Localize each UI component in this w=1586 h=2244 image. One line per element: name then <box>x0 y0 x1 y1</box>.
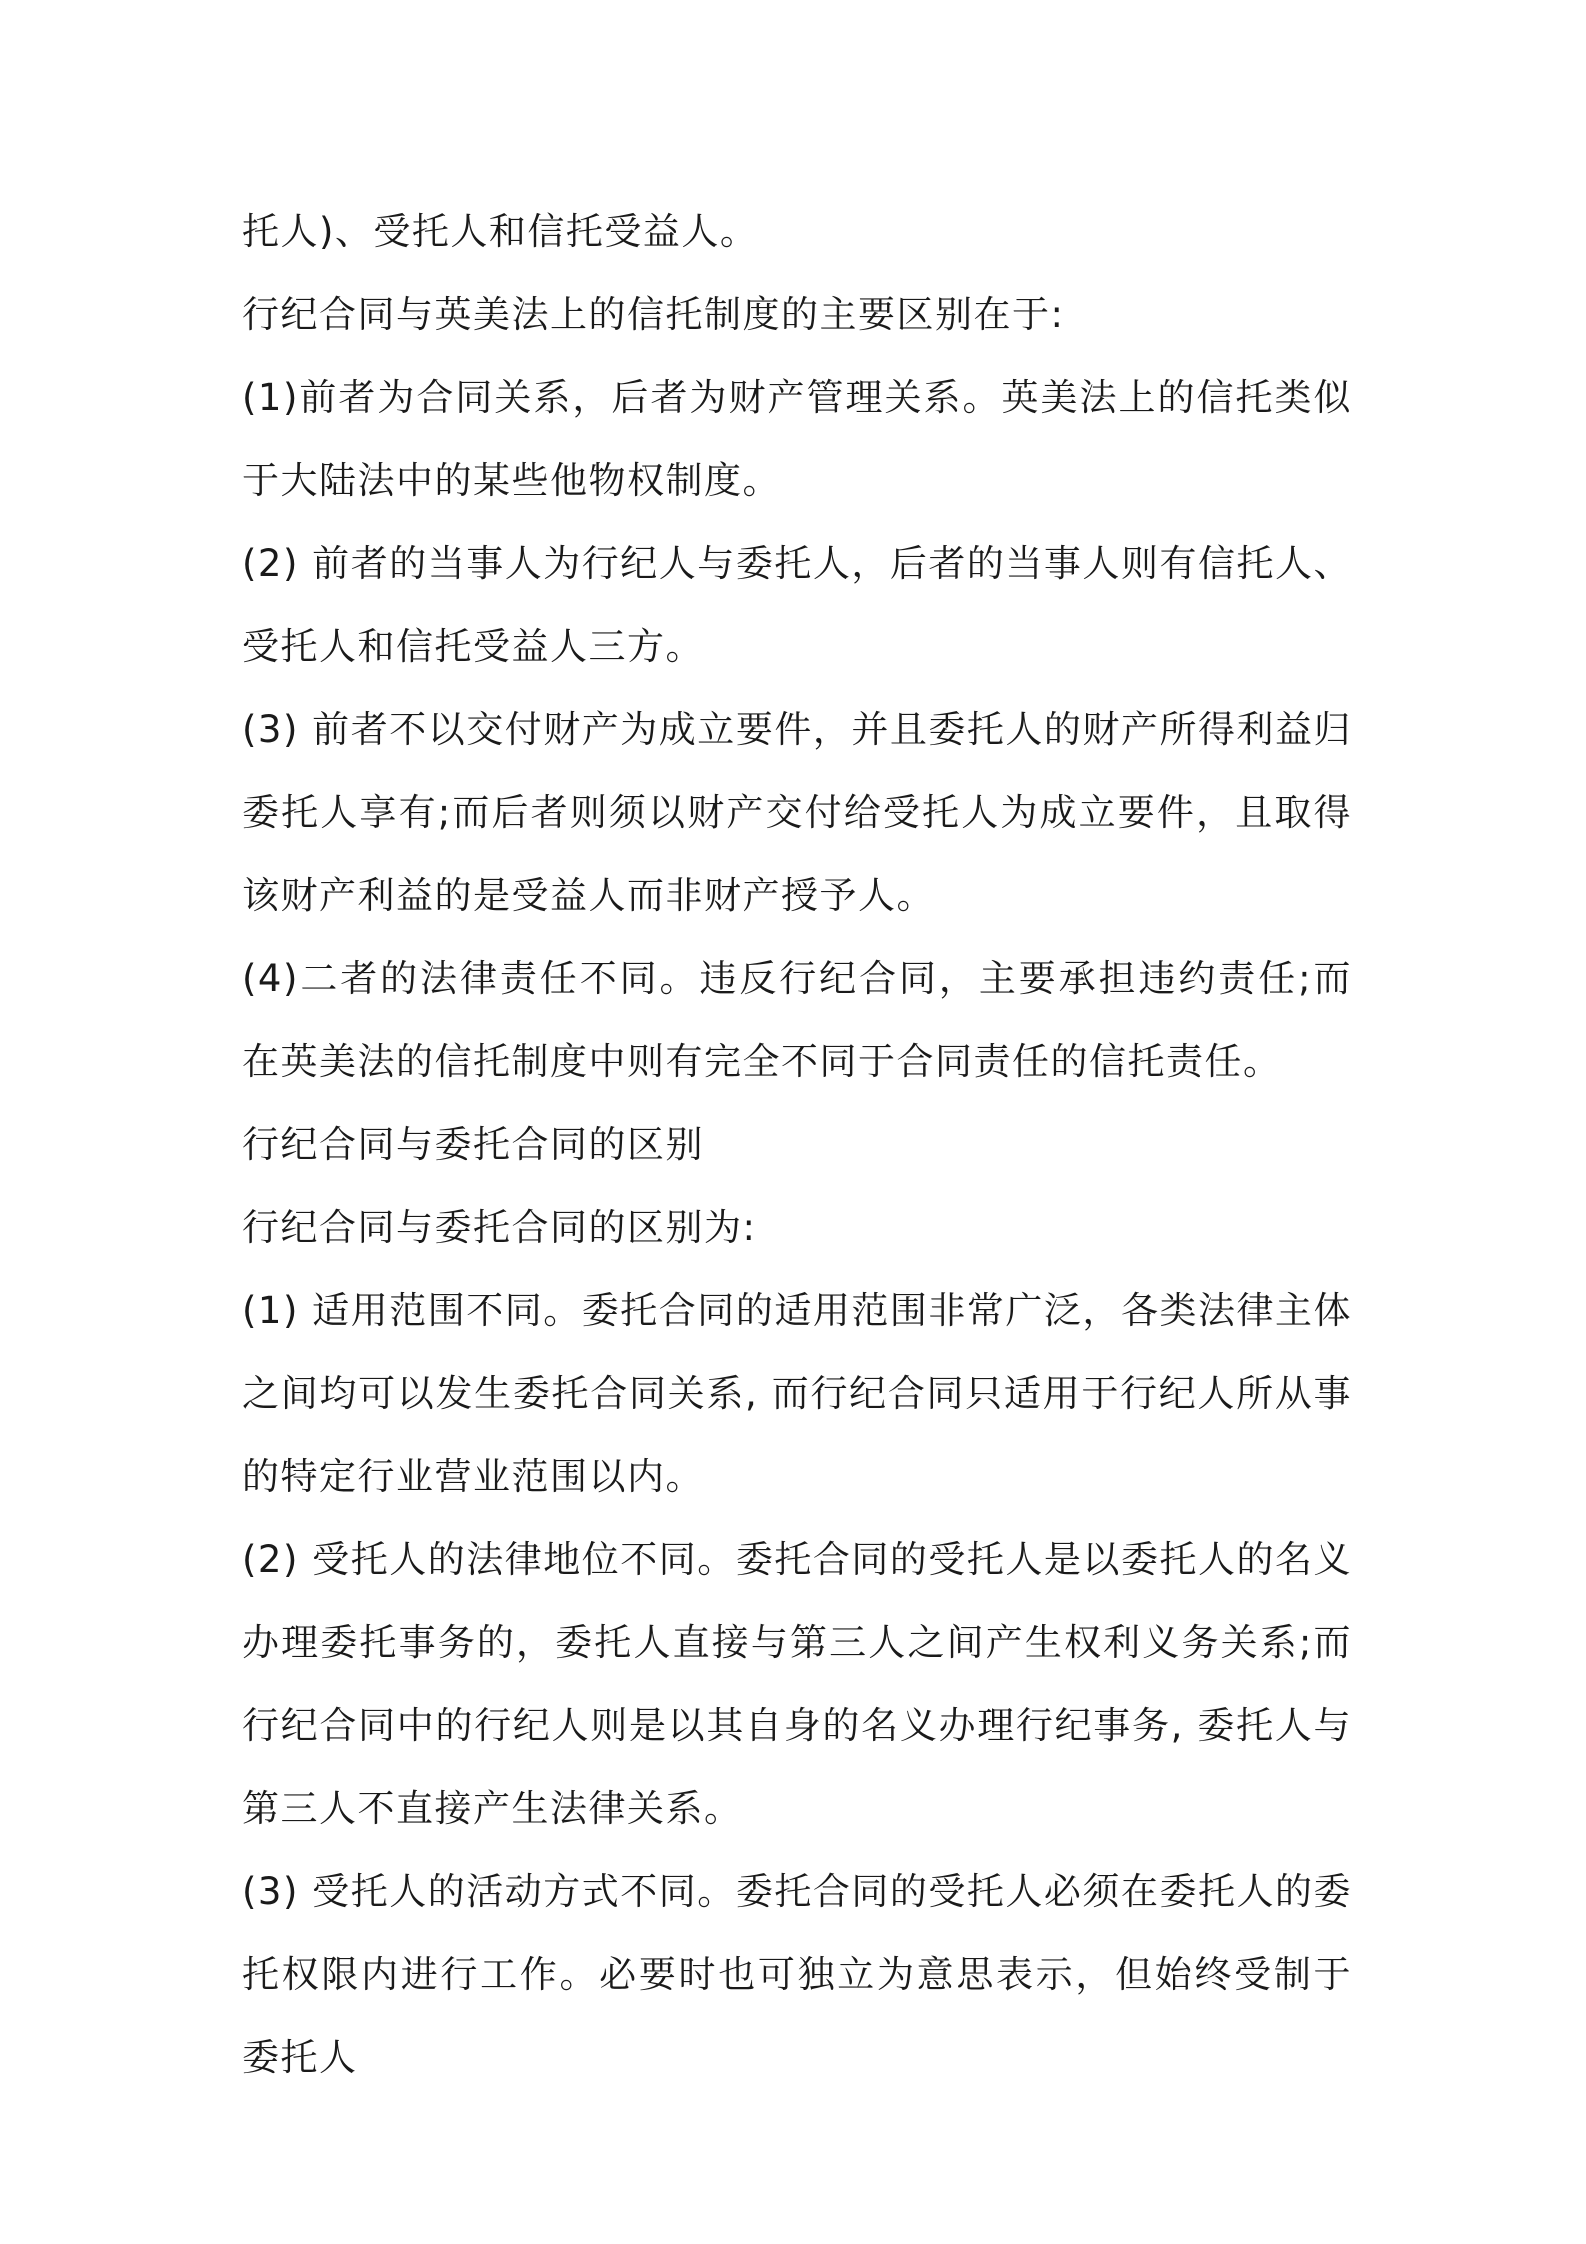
paragraph-trust-comparison-intro: 行纪合同与英美法上的信托制度的主要区别在于: <box>242 293 1065 336</box>
paragraph-commission-point-3: (3) 受托人的活动方式不同。委托合同的受托人必须在委托人的委托权限内进行工作。必要时也可独立为意思表示，但始终受制于委托人 <box>242 1870 1352 2079</box>
section-heading-commission-difference: 行纪合同与委托合同的区别 <box>242 1123 704 1166</box>
paragraph-trust-point-2: (2) 前者的当事人为行纪人与委托人，后者的当事人则有信托人、受托人和信托受益人三方。 <box>242 542 1352 668</box>
paragraph-trust-point-3: (3) 前者不以交付财产为成立要件，并且委托人的财产所得利益归委托人享有;而后者则须以财产交付给受托人为成立要件，且取得该财产利益的是受益人而非财产授予人。 <box>242 708 1352 917</box>
paragraph-commission-point-1: (1) 适用范围不同。委托合同的适用范围非常广泛，各类法律主体之间均可以发生委托合同关系, 而行纪合同只适用于行纪人所从事的特定行业营业范围以内。 <box>242 1289 1352 1498</box>
paragraph-continuation: 托人)、受托人和信托受益人。 <box>242 210 759 253</box>
paragraph-trust-point-4: (4)二者的法律责任不同。违反行纪合同，主要承担违约责任;而在英美法的信托制度中则有完全不同于合同责任的信托责任。 <box>242 957 1352 1083</box>
paragraph-commission-point-2: (2) 受托人的法律地位不同。委托合同的受托人是以委托人的名义办理委托事务的，委托人直接与第三人之间产生权利义务关系;而行纪合同中的行纪人则是以其自身的名义办理行纪事务, 委托人与第三人不直接产生法律关系。 <box>242 1538 1352 1830</box>
paragraph-trust-point-1: (1)前者为合同关系，后者为财产管理关系。英美法上的信托类似于大陆法中的某些他物权制度。 <box>242 376 1352 502</box>
paragraph-commission-comparison-intro: 行纪合同与委托合同的区别为: <box>242 1206 757 1249</box>
document-body <box>242 190 1352 2099</box>
